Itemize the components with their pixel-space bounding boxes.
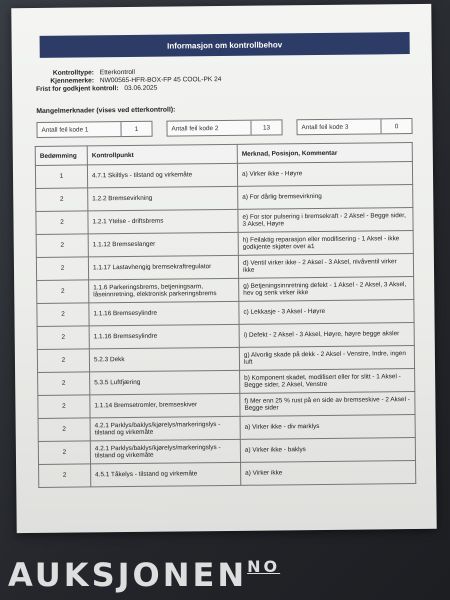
remark-cell: h) Feilaktig reparasjon eller modifisering - 1 Aksel - ikke godkjente skjøter over a1 <box>238 231 413 256</box>
watermark-text: AUKSJONEN <box>8 556 248 594</box>
remark-cell: a) Virker ikke <box>241 461 416 486</box>
control-point-cell: 1.2.1 Ytelse - driftsbrems <box>88 209 238 234</box>
fault-count-code-3 <box>296 118 412 135</box>
remark-cell: a) Virker ikke - Høyre <box>237 162 412 187</box>
rating-cell: 2 <box>37 303 89 327</box>
rating-cell: 2 <box>38 418 90 442</box>
control-point-cell: 5.2.3 Dekk <box>89 347 239 372</box>
table-row <box>39 461 416 488</box>
rating-cell: 2 <box>36 234 88 258</box>
rating-cell: 2 <box>38 441 90 465</box>
remark-cell: a) For dårlig bremsevirkning <box>238 185 413 210</box>
meta-label: Frist for godkjent kontroll: <box>36 85 119 94</box>
deficiencies-heading: Mangelmerknader (vises ved etterkontroll): <box>36 106 176 115</box>
rating-cell: 2 <box>36 257 88 281</box>
fault-counts <box>36 118 412 138</box>
rating-cell: 2 <box>38 372 90 396</box>
meta-label: Kjennemerke: <box>50 77 95 86</box>
rating-cell: 1 <box>35 165 87 189</box>
remark-cell: f) Mer enn 25 % rust på en side av bremseskive - 2 Aksel - Begge sider <box>240 392 415 417</box>
control-point-cell: 1.1.6 Parkeringsbrems, betjeningsarm, låseinnretning, elektronisk parkeringsbrems <box>89 278 239 303</box>
column-header: Merknad, Posisjon, Kommentar <box>237 143 412 164</box>
fault-count-value: 13 <box>262 124 271 132</box>
remark-cell: e) For stor pulsering i bremsekraft - 2 Aksel - Begge sider, 3 Aksel, Høyre <box>238 208 413 233</box>
meta-row <box>36 84 221 94</box>
control-point-cell: 4.5.1 Tåkelys - tilstand og virkemåte <box>91 462 241 487</box>
meta-block <box>36 68 222 95</box>
remark-cell: g) Alvorlig skade på dekk - 2 Aksel - Venstre, Indre, ingen luft <box>239 346 414 371</box>
remark-cell: a) Virker ikke - div marklys <box>240 415 415 440</box>
control-point-cell: 1.1.16 Bremsesylindre <box>89 301 239 326</box>
column-header: Kontrollpunkt <box>87 144 237 165</box>
meta-value: 03.06.2025 <box>124 85 158 93</box>
control-point-cell: 1.1.16 Bremsesylindre <box>89 324 239 349</box>
control-point-cell: 1.1.14 Bremsetromler, bremseskiver <box>90 393 240 418</box>
fault-count-label: Antall feil kode 3 <box>297 119 381 134</box>
remark-cell: i) Defekt - 2 Aksel - 3 Aksel, Høyre, høyre begge aksler <box>239 323 414 348</box>
fault-count-code-2 <box>166 119 282 136</box>
document-title-banner <box>40 32 410 58</box>
rating-cell: 2 <box>37 326 89 350</box>
control-point-cell: 1.1.17 Lastavhengig bremsekraftregulator <box>88 255 238 280</box>
rating-cell: 2 <box>37 349 89 373</box>
remark-cell: b) Komponent skadet, modifisert eller for slitt - 1 Aksel - Begge sider, 2 Aksel, Venstre <box>240 369 415 394</box>
document-paper <box>11 4 436 533</box>
control-point-cell: 4.2.1 Parklys/baklys/kjørelys/markeringslys - tilstand og virkemåte <box>90 416 240 441</box>
remark-cell: g) Betjeningsinnretning defekt - 1 Aksel - 2 Aksel, 3 Aksel, hev og senk virker ikke <box>239 277 414 302</box>
control-point-cell: 1.1.12 Bremseslanger <box>88 232 238 257</box>
fault-count-value: 1 <box>134 125 139 133</box>
rating-cell: 2 <box>36 188 88 212</box>
fault-count-label: Antall feil kode 1 <box>37 122 121 137</box>
remark-cell: c) Lekkasje - 3 Aksel - Høyre <box>239 300 414 325</box>
meta-value: NW00565-HFR-BOX-FP 45 COOL-PK 24 <box>99 76 222 85</box>
meta-label: Kontrolltype: <box>52 69 94 77</box>
remark-cell: d) Ventil virker ikke - 2 Aksel - 3 Aksel, nivåventil virker ikke <box>238 254 413 279</box>
deficiency-table <box>35 142 417 488</box>
meta-value: Etterkontroll <box>99 68 136 77</box>
rating-cell: 2 <box>38 395 90 419</box>
rating-cell: 2 <box>39 464 91 488</box>
column-header: Bedømming <box>35 146 87 166</box>
remark-cell: a) Virker ikke - baklys <box>240 438 415 463</box>
control-point-cell: 4.7.1 Skiltlys - tilstand og virkemåte <box>87 163 237 188</box>
control-point-cell: 4.2.1 Parklys/baklys/kjørelys/markeringslys - tilstand og virkemåte <box>90 439 240 464</box>
fault-count-value: 0 <box>394 122 399 130</box>
rating-cell: 2 <box>36 211 88 235</box>
control-point-cell: 1.2.2 Bremsevirkning <box>88 186 238 211</box>
control-point-cell: 5.3.5 Luftfjæring <box>90 370 240 395</box>
fault-count-code-1 <box>36 121 152 138</box>
fault-count-label: Antall feil kode 2 <box>167 121 251 136</box>
watermark-suffix: NO <box>247 557 281 576</box>
rating-cell: 2 <box>37 280 89 304</box>
document-title: Informasjon om kontrollbehov <box>167 39 283 51</box>
auksjonen-watermark-logo <box>8 556 280 594</box>
